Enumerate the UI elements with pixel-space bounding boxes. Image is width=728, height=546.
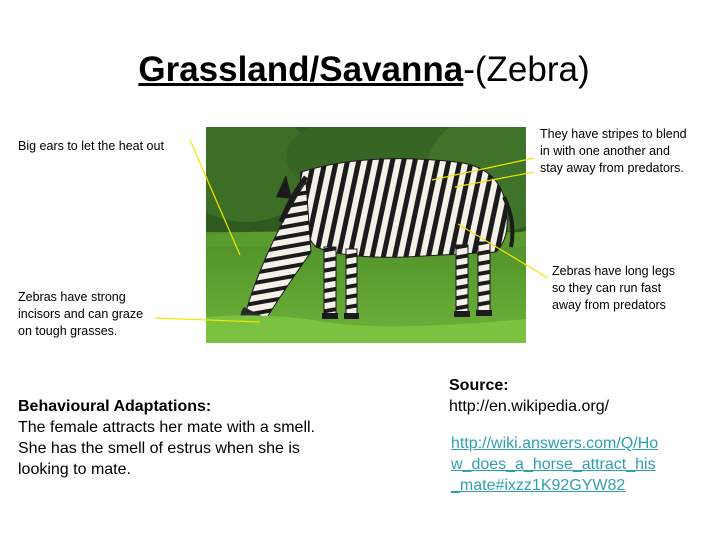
caption-stripes-line: stay away from predators. [540, 161, 684, 175]
caption-incisors-line: incisors and can graze [18, 307, 144, 321]
caption-incisors [18, 289, 143, 340]
caption-legs-line: Zebras have long legs [552, 264, 675, 278]
title-main: Grassland/Savanna [138, 50, 464, 89]
answers-link[interactable] [451, 433, 701, 496]
caption-incisors-line: Zebras have strong [18, 290, 126, 304]
caption-ears: Big ears to let the heat out [18, 139, 164, 153]
behavioural-section [18, 396, 398, 480]
behavioural-line: She has the smell of estrus when she is [18, 440, 300, 457]
source-heading: Source: [449, 377, 509, 394]
answers-link-line[interactable]: w_does_a_horse_attract_his [451, 456, 656, 473]
source-section [449, 375, 609, 417]
caption-stripes-line: They have stripes to blend [540, 127, 687, 141]
zebra-illustration [206, 127, 526, 343]
caption-incisors-line: on tough grasses. [18, 324, 118, 338]
caption-stripes [540, 126, 687, 177]
zebra-photo [206, 127, 526, 343]
page-title [0, 48, 728, 92]
caption-legs-line: so they can run fast [552, 281, 662, 295]
behavioural-heading: Behavioural Adaptations: [18, 398, 212, 415]
caption-legs [552, 263, 675, 314]
answers-link-line[interactable]: http://wiki.answers.com/Q/Ho [451, 435, 659, 452]
title-suffix: -(Zebra) [463, 50, 590, 89]
answers-link-line[interactable]: _mate#ixzz1K92GYW82 [451, 477, 626, 494]
behavioural-line: looking to mate. [18, 461, 131, 478]
caption-legs-line: away from predators [552, 298, 666, 312]
behavioural-line: The female attracts her mate with a smell. [18, 419, 315, 436]
source-url[interactable]: http://en.wikipedia.org/ [449, 398, 610, 415]
caption-stripes-line: in with one another and [540, 144, 670, 158]
